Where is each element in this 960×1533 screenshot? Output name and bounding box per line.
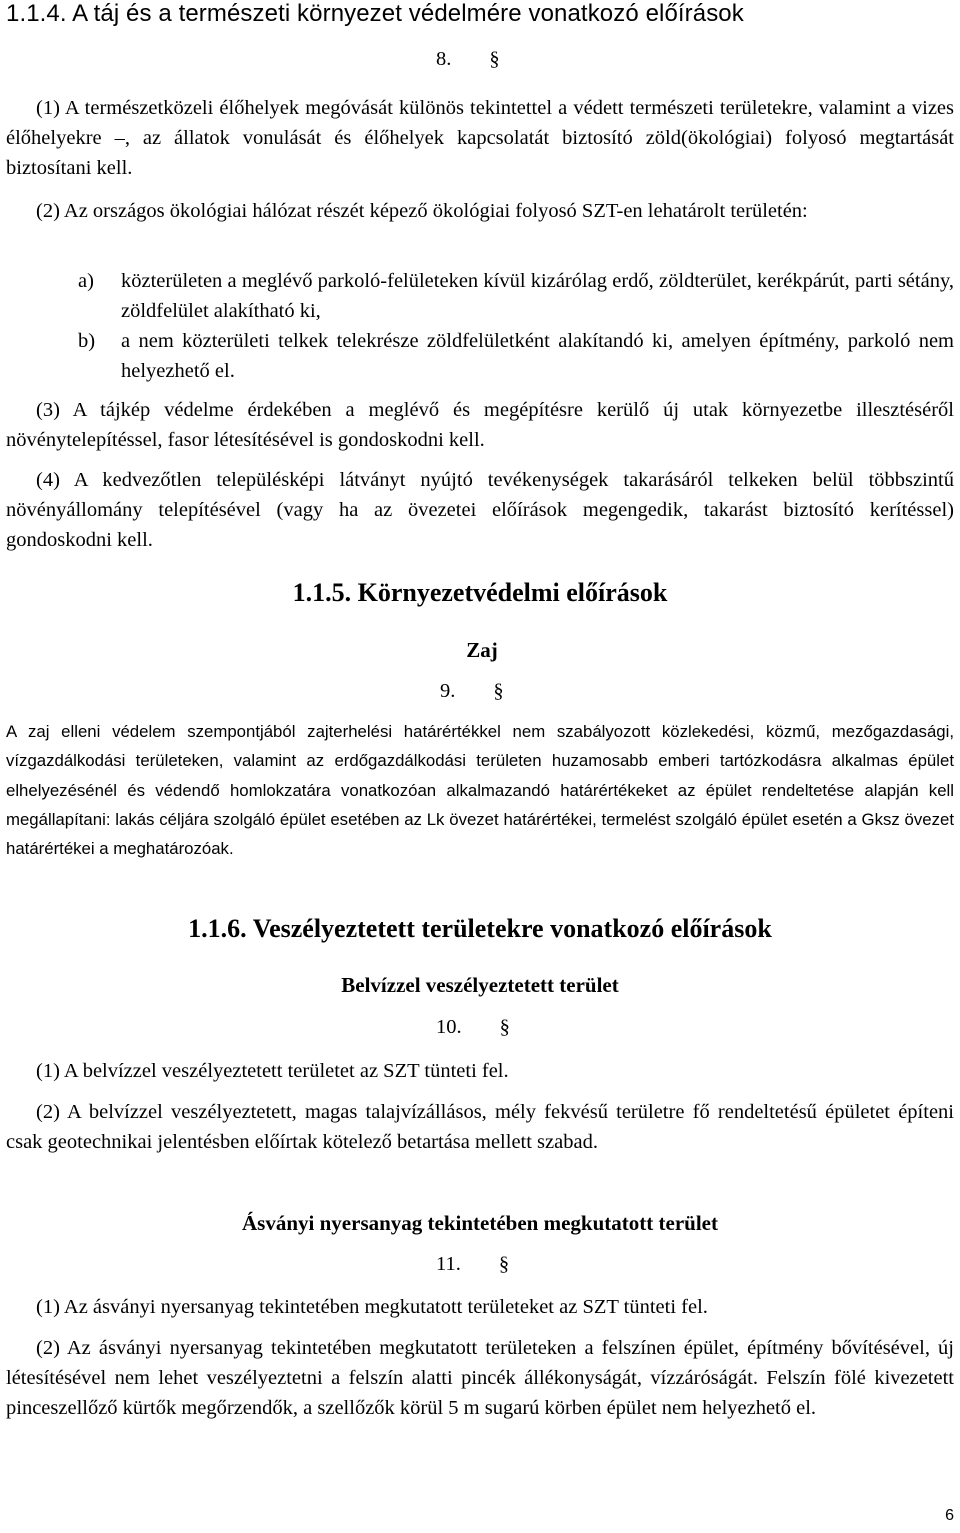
list-item-text: közterületen a meglévő parkoló-felületeken kívül kizárólag erdő, zöldterület, kerékpárút, parti sétány, zöldfelület alakítható ki, bbox=[121, 270, 954, 322]
list-item-a bbox=[78, 266, 954, 326]
section-sign: § bbox=[493, 680, 504, 702]
paragraph-11-2: (2) Az ásványi nyersanyag tekintetében megkutatott területeken a felszínen épület, építmény bővítésével, új létesítésével nem lehet veszélyeztetni a felszín alatti pincék állékonyságát, vízzáróságát. Felszín fölé kivezetett pinceszellőző kürtők megőrzendők, a szellőzők körül 5 m sugarú körben épület nem helyezhető el. bbox=[6, 1337, 954, 1419]
paragraph-8-3: (3) A tájkép védelme érdekében a meglévő és megépítésre kerülő új utak környezetbe illesztéséről növénytelepítéssel, fasor létesítésével is gondoskodni kell. bbox=[6, 399, 954, 451]
paragraph-8-2: (2) Az országos ökológiai hálózat részét képező ökológiai folyosó SZT-en lehatárolt területén: bbox=[36, 200, 808, 222]
paragraph-number: 11. bbox=[436, 1253, 461, 1275]
list-8-2 bbox=[78, 266, 954, 386]
section-sign: § bbox=[489, 48, 500, 70]
paragraph-number-10 bbox=[436, 1016, 510, 1039]
paragraph-number-11 bbox=[436, 1253, 509, 1276]
paragraph-11-1: (1) Az ásványi nyersanyag tekintetében megkutatott területeket az SZT tünteti fel. bbox=[36, 1296, 708, 1318]
section-heading-1-1-6: 1.1.6. Veszélyeztetett területekre vonatkozó előírások bbox=[188, 914, 772, 943]
paragraph-10-1: (1) A belvízzel veszélyeztetett területet az SZT tünteti fel. bbox=[36, 1060, 509, 1082]
section-sign: § bbox=[498, 1253, 510, 1275]
paragraph-8-1: (1) A természetközeli élőhelyek megóvását különös tekintettel a védett természeti területekre, valamint a vizes élőhelyekre –, az állatok vonulását és élőhelyek kapcsolatát biztosító zöld(ökológiai) folyosó megtartását biztosítani kell. bbox=[6, 97, 954, 179]
paragraph-number-9 bbox=[440, 680, 504, 703]
paragraph-number-8 bbox=[436, 48, 500, 71]
paragraph-10-2: (2) A belvízzel veszélyeztetett, magas talajvízállásos, mély fekvésű területre fő rendeltetésű épületet építeni csak geotechnikai jelentésben előírtak kötelező betartása mellett szabad. bbox=[6, 1101, 954, 1153]
section-heading-1-1-4: 1.1.4. A táj és a természeti környezet védelmére vonatkozó előírások bbox=[6, 0, 744, 27]
list-item-b bbox=[78, 326, 954, 386]
section-heading-1-1-5: 1.1.5. Környezetvédelmi előírások bbox=[292, 578, 668, 607]
paragraph-number: 8. bbox=[436, 48, 452, 70]
list-marker: a) bbox=[78, 270, 94, 292]
section-sign: § bbox=[499, 1016, 510, 1038]
list-item-text: a nem közterületi telkek telekrésze zöldfelületként alakítandó ki, amelyen építmény, parkoló nem helyezhető el. bbox=[121, 330, 954, 382]
subheading-zaj: Zaj bbox=[466, 638, 498, 662]
subheading-asvanyi: Ásványi nyersanyag tekintetében megkutatott terület bbox=[242, 1211, 718, 1235]
paragraph-9: A zaj elleni védelem szempontjából zajterhelési határértékkel nem szabályozott közlekedési, közmű, mezőgazdasági, vízgazdálkodási területeken, valamint az erdőgazdálkodási területen huzamosabb emberi tartózkodásra alkalmas épület elhelyezésénél és védendő homlokzatára vonatkozóan alkalmazandó határértékeket az épület rendeltetése alapján kell megállapítani: lakás céljára szolgáló épület esetében az Lk övezet határértékei, termelést szolgáló épület esetén a Gksz övezet határértékei a meghatározóak. bbox=[6, 722, 954, 859]
paragraph-number: 10. bbox=[436, 1016, 462, 1038]
list-marker: b) bbox=[78, 330, 96, 352]
paragraph-number: 9. bbox=[440, 680, 456, 702]
paragraph-8-4: (4) A kedvezőtlen településképi látványt nyújtó tevékenységek takarásáról telkeken belül többszintű növényállomány telepítésével (vagy ha az övezetei előírások megengedik, takarást biztosító kerítéssel) gondoskodni kell. bbox=[6, 469, 954, 551]
subheading-belviz: Belvízzel veszélyeztetett terület bbox=[341, 973, 619, 997]
page-number: 6 bbox=[945, 1507, 954, 1524]
